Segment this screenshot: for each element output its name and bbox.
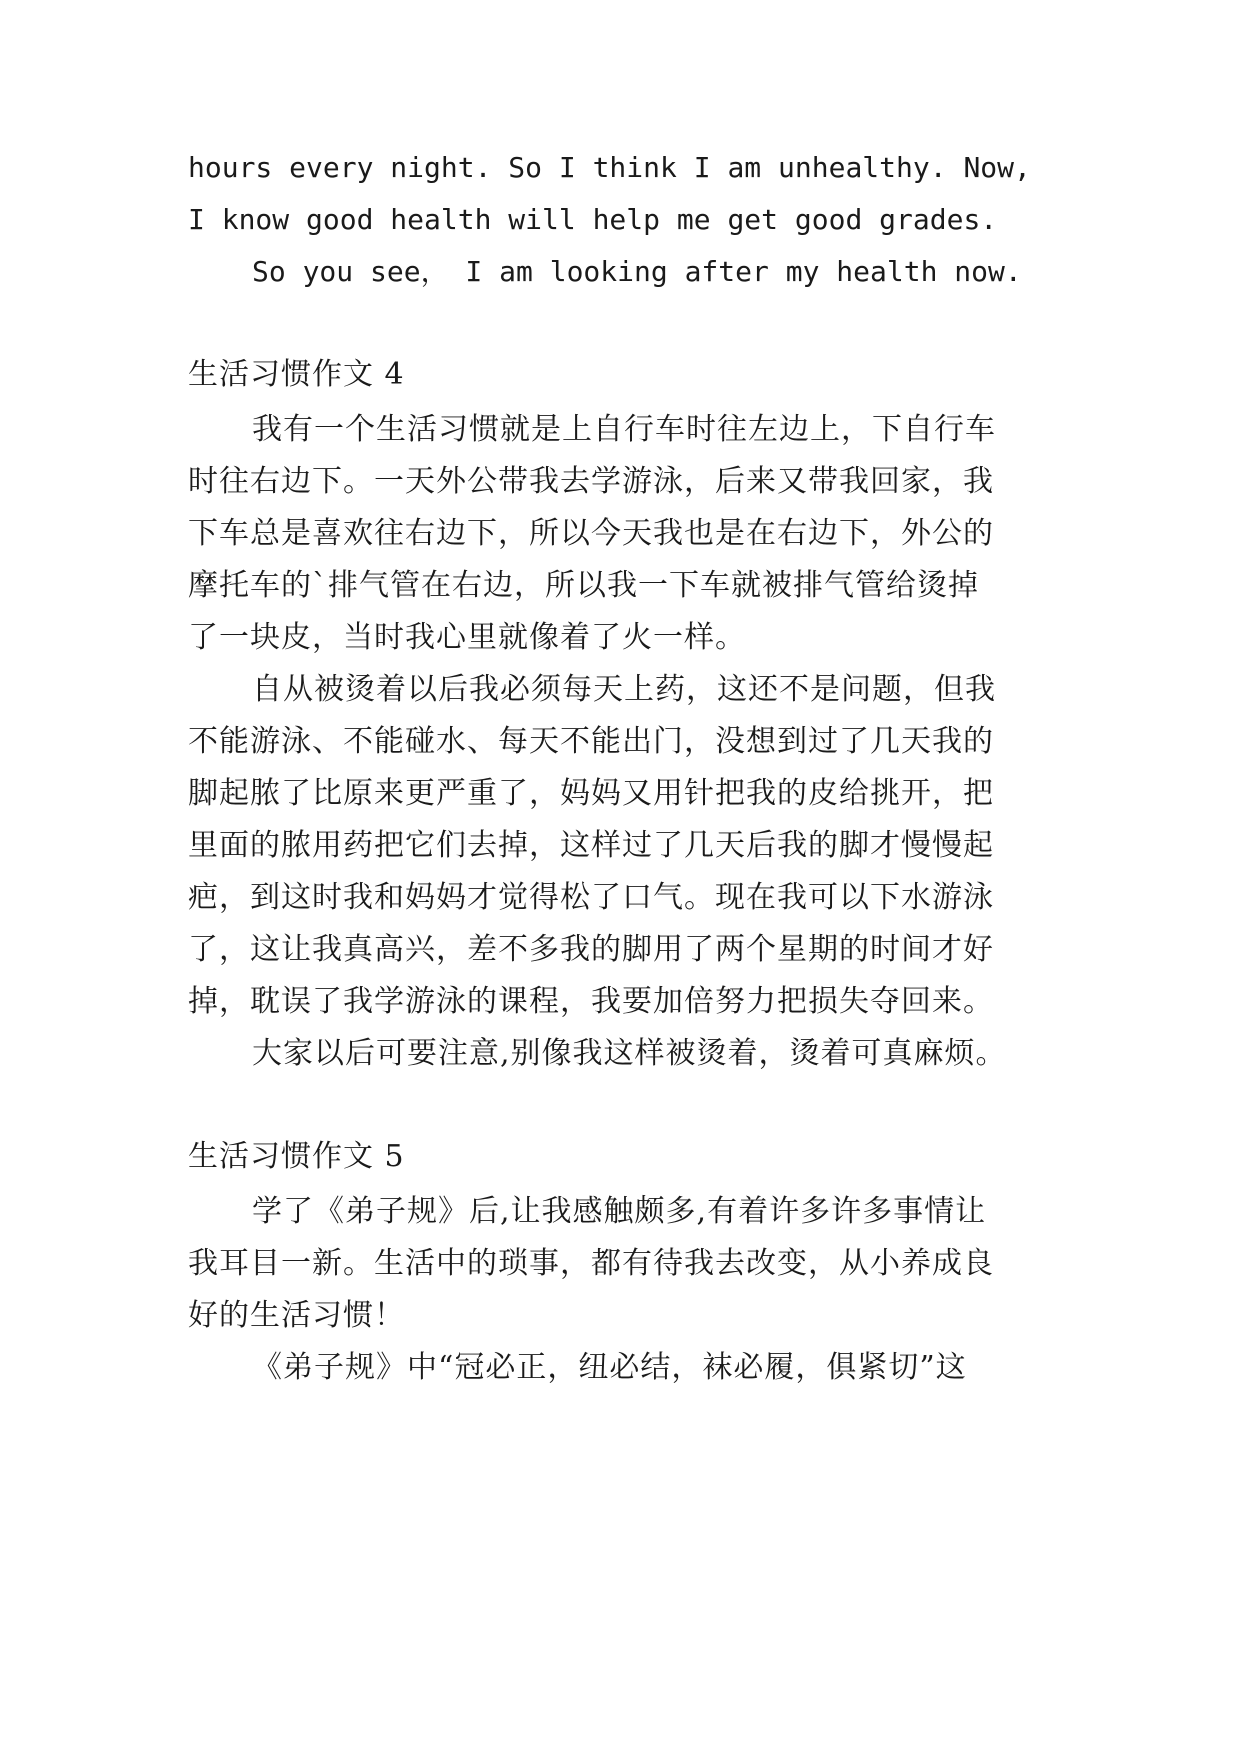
paragraph-line: 了，这让我真高兴，差不多我的脚用了两个星期的时间才好 (188, 932, 994, 967)
paragraph-line: 我有一个生活习惯就是上自行车时往左边上，下自行车 (252, 412, 996, 447)
paragraph-line: 里面的脓用药把它们去掉，这样过了几天后我的脚才慢慢起 (188, 828, 994, 863)
paragraph-line: I know good health will help me get good grades. (188, 203, 998, 236)
paragraph-line: 好的生活习惯！ (188, 1298, 405, 1333)
paragraph-line: 脚起脓了比原来更严重了，妈妈又用针把我的皮给挑开，把 (188, 776, 994, 811)
paragraph-line: 学了《弟子规》后,让我感触颇多,有着许多许多事情让 (252, 1194, 987, 1229)
paragraph-line: 掉，耽误了我学游泳的课程，我要加倍努力把损失夺回来。 (188, 984, 994, 1019)
section-heading: 生活习惯作文 5 (188, 1139, 405, 1174)
paragraph-line: 摩托车的`排气管在右边，所以我一下车就被排气管给烫掉 (188, 568, 979, 603)
section-heading: 生活习惯作文 4 (188, 357, 405, 392)
paragraph-line: 时往右边下。一天外公带我去学游泳，后来又带我回家，我 (188, 464, 994, 499)
paragraph-line: 不能游泳、不能碰水、每天不能出门，没想到过了几天我的 (188, 724, 994, 759)
paragraph-line: 我耳目一新。生活中的琐事，都有待我去改变，从小养成良 (188, 1246, 994, 1281)
paragraph-line: 大家以后可要注意,别像我这样被烫着，烫着可真麻烦。 (252, 1036, 1007, 1071)
paragraph-line: 了一块皮，当时我心里就像着了火一样。 (188, 620, 746, 655)
paragraph-line: 下车总是喜欢往右边下，所以今天我也是在右边下，外公的 (188, 516, 994, 551)
paragraph-line: 《弟子规》中“冠必正，纽必结，袜必履，俱紧切”这 (252, 1350, 967, 1385)
paragraph-line: 自从被烫着以后我必须每天上药，这还不是问题，但我 (252, 672, 996, 707)
paragraph-line: So you see， I am looking after my health now. (252, 255, 1022, 288)
paragraph-line: 疤，到这时我和妈妈才觉得松了口气。现在我可以下水游泳 (188, 880, 994, 915)
paragraph-line: hours every night. So I think I am unhealthy. Now, (188, 151, 1031, 184)
